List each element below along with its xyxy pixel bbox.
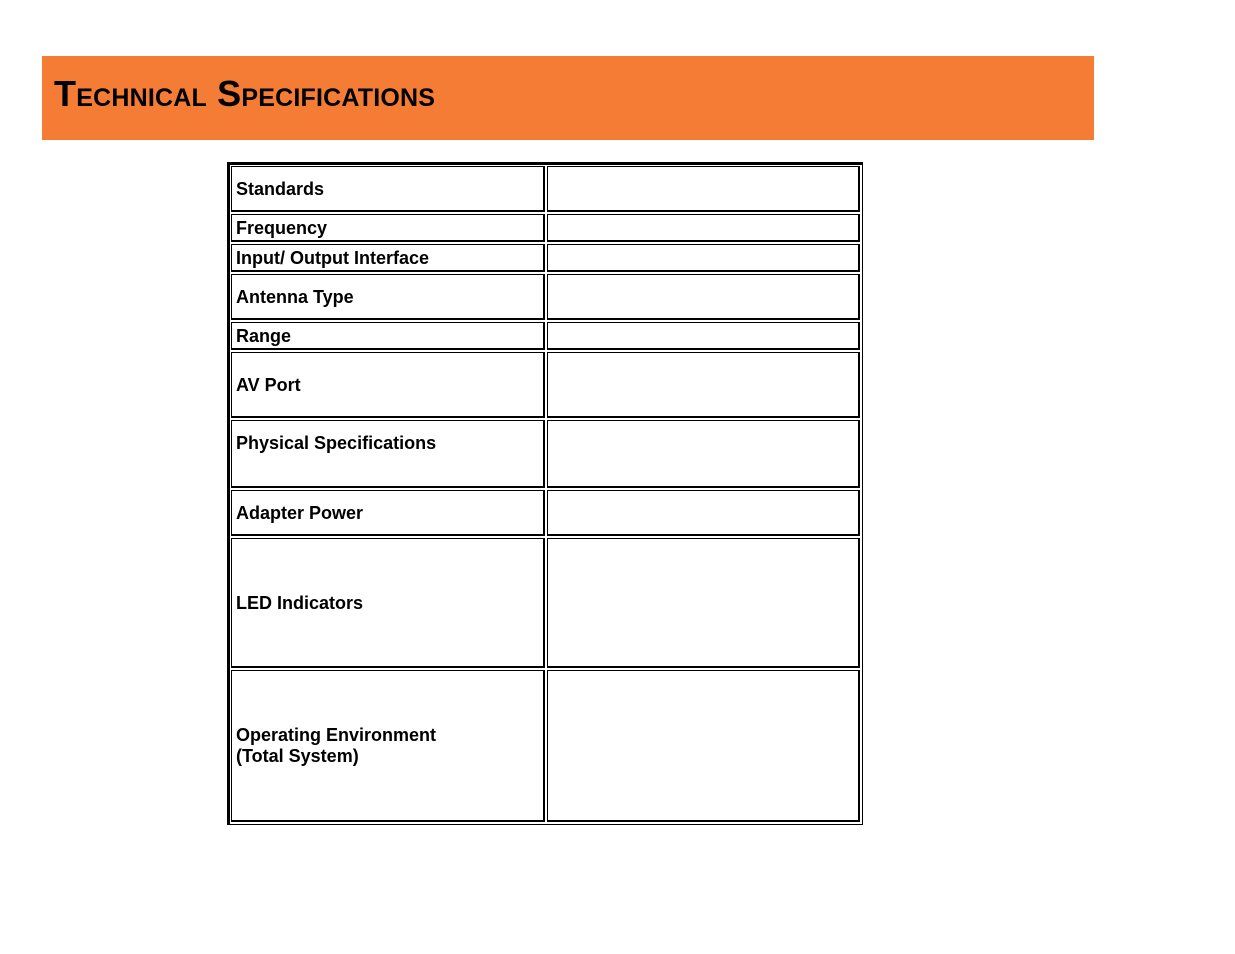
spec-value	[547, 244, 860, 272]
spec-label-line1: Operating Environment	[236, 725, 437, 745]
spec-value	[547, 420, 860, 488]
title-banner	[42, 56, 1094, 140]
table-row	[231, 244, 860, 272]
spec-label-line2: (Total System)	[236, 746, 359, 766]
table-row	[231, 322, 860, 350]
table-row	[231, 538, 860, 668]
table-row	[231, 166, 860, 212]
table-row	[231, 352, 860, 418]
spec-value	[547, 538, 860, 668]
spec-label: LED Indicators	[231, 538, 545, 668]
spec-value	[547, 166, 860, 212]
table-row	[231, 490, 860, 536]
spec-label	[231, 670, 545, 822]
spec-label: Frequency	[231, 214, 545, 242]
page-title: Technical Specifications	[54, 73, 436, 114]
spec-value	[547, 490, 860, 536]
spec-label: AV Port	[231, 352, 545, 418]
spec-value	[547, 670, 860, 822]
spec-label: Adapter Power	[231, 490, 545, 536]
spec-label: Input/ Output Interface	[231, 244, 545, 272]
spec-value	[547, 274, 860, 320]
spec-value	[547, 352, 860, 418]
spec-value	[547, 322, 860, 350]
specifications-table	[227, 162, 863, 825]
spec-label: Standards	[231, 166, 545, 212]
spec-value	[547, 214, 860, 242]
spec-label: Range	[231, 322, 545, 350]
table-row	[231, 274, 860, 320]
table-row	[231, 670, 860, 822]
table-row	[231, 214, 860, 242]
spec-label: Physical Specifications	[231, 420, 545, 488]
spec-label: Antenna Type	[231, 274, 545, 320]
table-row	[231, 420, 860, 488]
